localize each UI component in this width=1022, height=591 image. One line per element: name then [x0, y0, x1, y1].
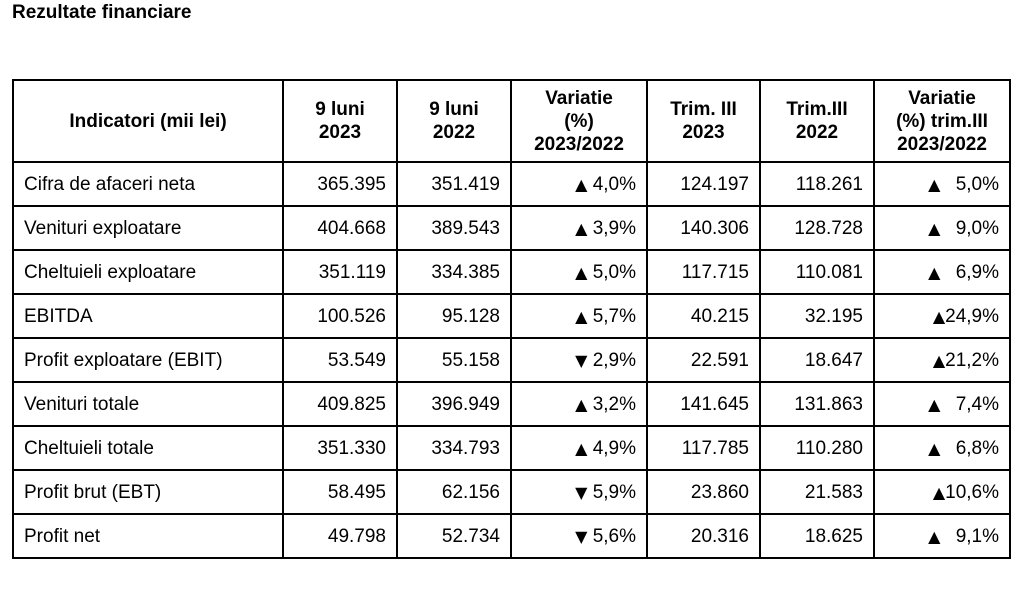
- variation-value: 4,9%: [592, 437, 636, 459]
- value-9-luni-2023: 58.495: [283, 470, 397, 514]
- table-row: [13, 382, 1010, 426]
- value-trim-iii-2022: 131.863: [760, 382, 874, 426]
- value-trim-iii-2023: 141.645: [647, 382, 760, 426]
- value-trim-iii-2022: 18.647: [760, 338, 874, 382]
- header-text-line: (%) trim.III: [896, 110, 988, 132]
- value-trim-iii-2023: 40.215: [647, 294, 760, 338]
- header-row: [13, 80, 1010, 162]
- value-trim-iii-2022: 110.280: [760, 426, 874, 470]
- variation-value: 5,7%: [592, 305, 636, 327]
- variation-9-luni-cell: [511, 162, 647, 206]
- header-trim-iii-2023: [647, 80, 760, 162]
- header-text-line: Variatie: [908, 87, 976, 109]
- header-text-line: 2022: [432, 122, 476, 143]
- indicator-label: Cifra de afaceri neta: [13, 162, 283, 206]
- variation-value: 5,0%: [955, 173, 999, 195]
- variation-value: 3,9%: [592, 217, 636, 239]
- value-trim-iii-2022: 128.728: [760, 206, 874, 250]
- value-9-luni-2023: 49.798: [283, 514, 397, 558]
- header-trim-iii-2022: [760, 80, 874, 162]
- variation-9-luni-cell: [511, 250, 647, 294]
- indicator-label: Profit exploatare (EBIT): [13, 338, 283, 382]
- variation-value: 5,9%: [592, 481, 636, 503]
- variation-value: 7,4%: [955, 393, 999, 415]
- value-trim-iii-2022: 18.625: [760, 514, 874, 558]
- variation-trim-iii-cell: [874, 162, 1010, 206]
- triangle-up-icon: ▲: [928, 394, 941, 414]
- table-row: [13, 426, 1010, 470]
- variation-9-luni-cell: [511, 470, 647, 514]
- triangle-down-icon: ▼: [575, 482, 588, 502]
- header-text-line: 2023: [682, 122, 725, 143]
- indicator-label: Cheltuieli totale: [13, 426, 283, 470]
- header-text-line: 9 luni: [429, 99, 479, 120]
- variation-9-luni-cell: [511, 294, 647, 338]
- value-trim-iii-2023: 117.785: [647, 426, 760, 470]
- variation-value: 10,6%: [945, 481, 999, 503]
- triangle-up-icon: ▲: [928, 526, 941, 546]
- triangle-up-icon: ▲: [575, 394, 588, 414]
- table-row: [13, 162, 1010, 206]
- header-text-line: 9 luni: [315, 99, 365, 120]
- table-row: [13, 294, 1010, 338]
- value-trim-iii-2023: 23.860: [647, 470, 760, 514]
- indicator-label: EBITDA: [13, 294, 283, 338]
- triangle-up-icon: ▲: [928, 262, 941, 282]
- variation-value: 5,6%: [592, 525, 636, 547]
- triangle-up-icon: ▲: [575, 174, 588, 194]
- value-9-luni-2022: 351.419: [397, 162, 511, 206]
- variation-trim-iii-cell: [874, 338, 1010, 382]
- variation-9-luni-cell: [511, 338, 647, 382]
- variation-value: 5,0%: [592, 261, 636, 283]
- value-9-luni-2023: 351.330: [283, 426, 397, 470]
- table-row: [13, 250, 1010, 294]
- triangle-up-icon: ▲: [928, 438, 941, 458]
- table-row: [13, 206, 1010, 250]
- triangle-up-icon: ▲: [575, 438, 588, 458]
- variation-9-luni-cell: [511, 382, 647, 426]
- value-9-luni-2023: 53.549: [283, 338, 397, 382]
- value-9-luni-2023: 351.119: [283, 250, 397, 294]
- variation-value: 6,9%: [955, 261, 999, 283]
- variation-trim-iii-cell: [874, 206, 1010, 250]
- variation-trim-iii-cell: [874, 426, 1010, 470]
- triangle-up-icon: ▲: [932, 306, 946, 326]
- header-indicatori: [13, 80, 283, 162]
- value-9-luni-2022: 334.385: [397, 250, 511, 294]
- table-row: [13, 514, 1010, 558]
- indicator-label: Profit net: [13, 514, 283, 558]
- header-variatie-9-luni: [511, 80, 647, 162]
- header-text-line: (%): [564, 110, 594, 132]
- variation-trim-iii-cell: [874, 514, 1010, 558]
- triangle-up-icon: ▲: [575, 306, 588, 326]
- value-9-luni-2023: 409.825: [283, 382, 397, 426]
- value-9-luni-2023: 100.526: [283, 294, 397, 338]
- header-text-line: 2023: [318, 122, 362, 143]
- value-trim-iii-2023: 117.715: [647, 250, 760, 294]
- variation-value: 2,9%: [592, 349, 636, 371]
- header-text-line: Variatie: [545, 87, 613, 109]
- table-row: [13, 338, 1010, 382]
- triangle-up-icon: ▲: [932, 350, 946, 370]
- indicator-label: Venituri exploatare: [13, 206, 283, 250]
- variation-trim-iii-cell: [874, 470, 1010, 514]
- financial-results-table: [12, 79, 1011, 559]
- triangle-up-icon: ▲: [928, 174, 941, 194]
- indicator-label: Venituri totale: [13, 382, 283, 426]
- header-text-line: 2023/2022: [534, 133, 624, 155]
- triangle-down-icon: ▼: [575, 350, 588, 370]
- header-text-line: Trim.III: [786, 99, 848, 120]
- value-trim-iii-2022: 118.261: [760, 162, 874, 206]
- variation-value: 9,0%: [955, 217, 999, 239]
- header-9-luni-2022: [397, 80, 511, 162]
- variation-trim-iii-cell: [874, 250, 1010, 294]
- table-body: [13, 162, 1010, 558]
- value-trim-iii-2023: 20.316: [647, 514, 760, 558]
- value-9-luni-2022: 95.128: [397, 294, 511, 338]
- value-9-luni-2022: 396.949: [397, 382, 511, 426]
- value-trim-iii-2022: 110.081: [760, 250, 874, 294]
- value-trim-iii-2023: 124.197: [647, 162, 760, 206]
- triangle-up-icon: ▲: [575, 262, 588, 282]
- value-9-luni-2022: 52.734: [397, 514, 511, 558]
- value-9-luni-2023: 404.668: [283, 206, 397, 250]
- header-variatie-trim-iii: [874, 80, 1010, 162]
- triangle-up-icon: ▲: [575, 218, 588, 238]
- triangle-up-icon: ▲: [928, 218, 941, 238]
- value-trim-iii-2022: 32.195: [760, 294, 874, 338]
- value-trim-iii-2023: 140.306: [647, 206, 760, 250]
- page-title: Rezultate financiare: [12, 2, 192, 23]
- variation-value: 21,2%: [945, 349, 999, 371]
- variation-value: 4,0%: [592, 173, 636, 195]
- variation-trim-iii-cell: [874, 382, 1010, 426]
- triangle-down-icon: ▼: [575, 526, 588, 546]
- header-text-line: Trim. III: [670, 99, 737, 120]
- variation-value: 9,1%: [955, 525, 999, 547]
- header-9-luni-2023: [283, 80, 397, 162]
- table-header: [13, 80, 1010, 162]
- table-row: [13, 470, 1010, 514]
- variation-trim-iii-cell: [874, 294, 1010, 338]
- variation-9-luni-cell: [511, 514, 647, 558]
- variation-value: 3,2%: [592, 393, 636, 415]
- header-text-line: 2023/2022: [897, 133, 987, 155]
- triangle-up-icon: ▲: [932, 482, 946, 502]
- value-9-luni-2022: 334.793: [397, 426, 511, 470]
- header-text-line: 2022: [795, 122, 839, 143]
- value-trim-iii-2023: 22.591: [647, 338, 760, 382]
- value-trim-iii-2022: 21.583: [760, 470, 874, 514]
- indicator-label: Cheltuieli exploatare: [13, 250, 283, 294]
- value-9-luni-2022: 62.156: [397, 470, 511, 514]
- indicator-label: Profit brut (EBT): [13, 470, 283, 514]
- value-9-luni-2022: 389.543: [397, 206, 511, 250]
- header-text-line: Indicatori (mii lei): [69, 110, 227, 132]
- variation-9-luni-cell: [511, 426, 647, 470]
- variation-value: 24,9%: [945, 305, 999, 327]
- value-9-luni-2022: 55.158: [397, 338, 511, 382]
- value-9-luni-2023: 365.395: [283, 162, 397, 206]
- variation-9-luni-cell: [511, 206, 647, 250]
- variation-value: 6,8%: [955, 437, 999, 459]
